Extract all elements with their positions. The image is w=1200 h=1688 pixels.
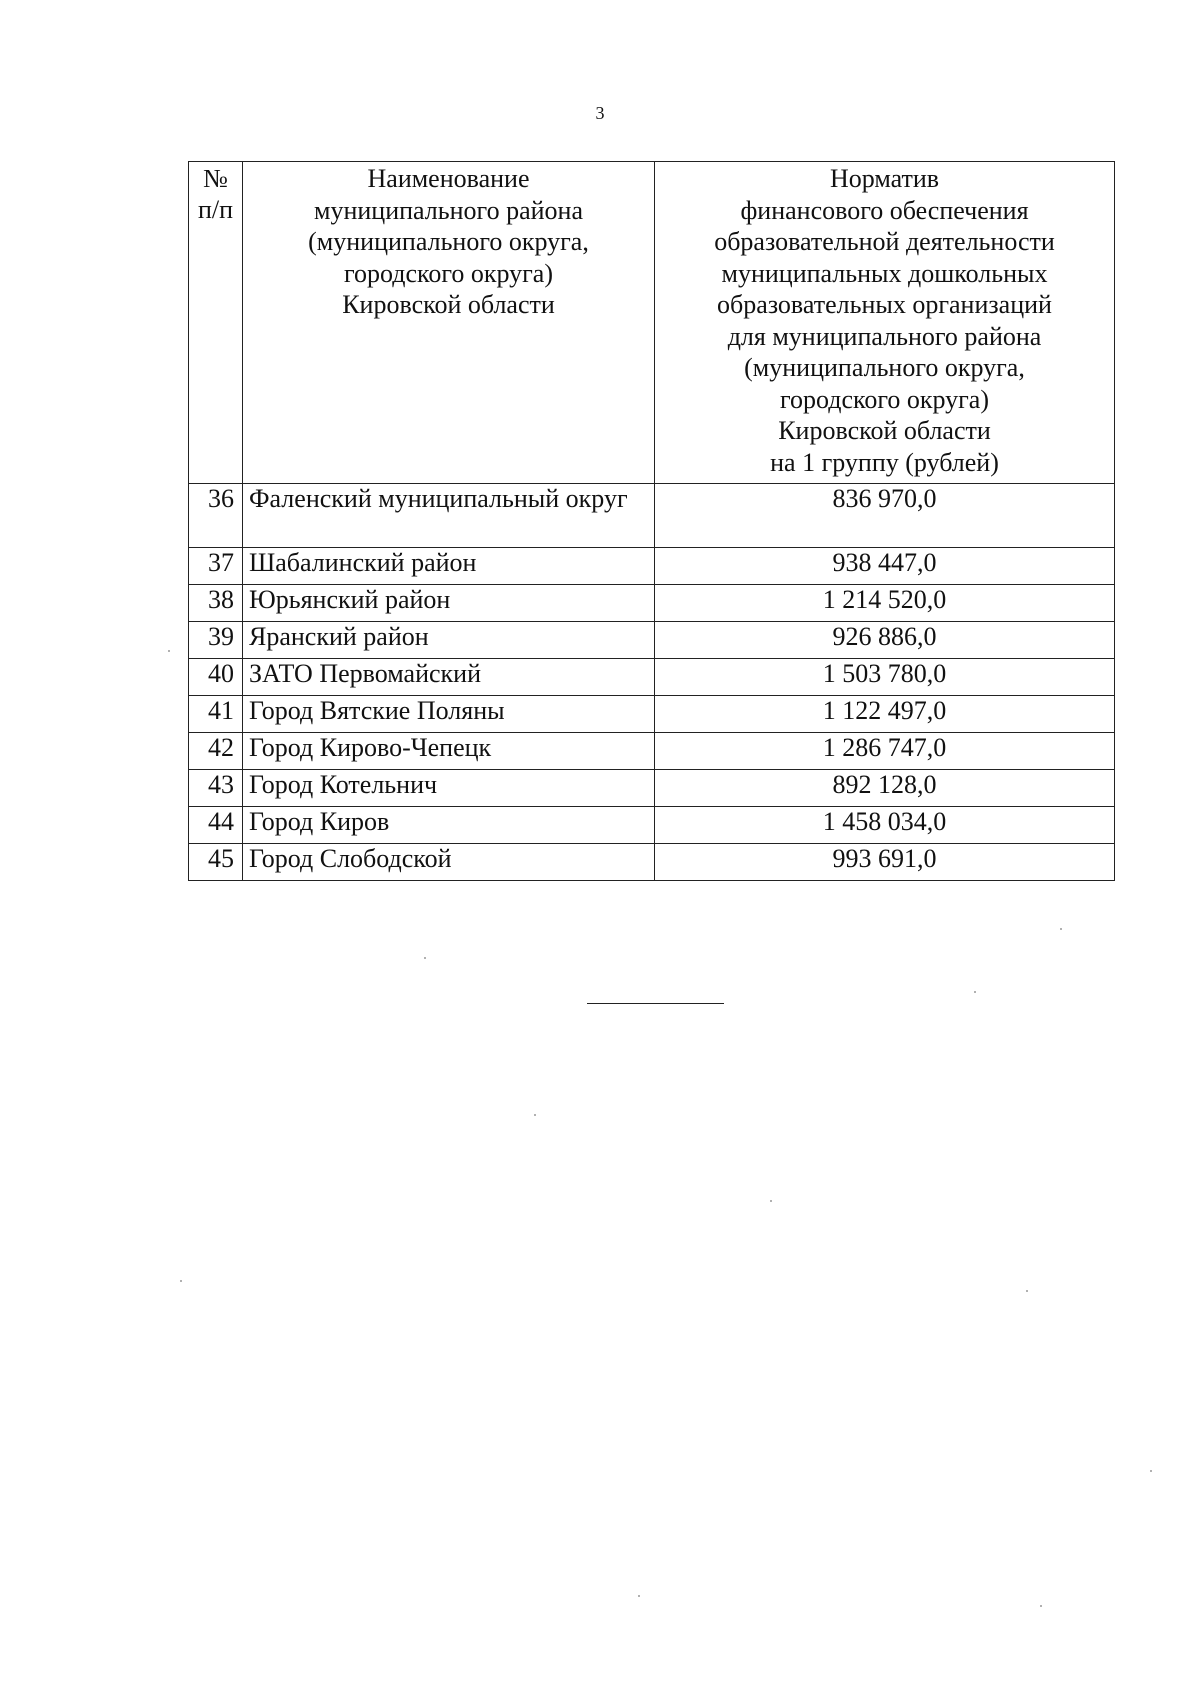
row-number: 45	[189, 844, 243, 881]
scan-speck	[1150, 1470, 1152, 1472]
header-line: для муниципального района	[727, 321, 1042, 351]
scan-speck	[638, 1595, 640, 1597]
header-line: Кировской области	[342, 290, 555, 319]
row-number: 36	[189, 484, 243, 548]
scan-speck	[1040, 1605, 1042, 1607]
header-line: п/п	[197, 195, 234, 224]
municipality-name: ЗАТО Первомайский	[243, 659, 655, 696]
header-line: финансового обеспечения	[740, 195, 1029, 225]
table-row	[189, 733, 1115, 770]
header-line: (муниципального округа,	[308, 227, 589, 256]
header-line: Кировской области	[778, 416, 991, 445]
table-row	[189, 659, 1115, 696]
municipality-name: Яранский район	[243, 622, 655, 659]
normative-value: 1 214 520,0	[655, 585, 1115, 622]
table-row	[189, 807, 1115, 844]
normative-value: 926 886,0	[655, 622, 1115, 659]
page-number: 3	[595, 103, 605, 123]
header-line: муниципальных дошкольных	[721, 258, 1048, 288]
end-divider	[587, 1003, 724, 1004]
normative-value: 1 503 780,0	[655, 659, 1115, 696]
scan-speck	[180, 1280, 182, 1282]
scan-speck	[534, 1114, 536, 1116]
table-row	[189, 696, 1115, 733]
scan-speck	[424, 957, 426, 959]
table-row	[189, 844, 1115, 881]
normative-value: 892 128,0	[655, 770, 1115, 807]
header-line: муниципального района	[314, 195, 583, 225]
header-line: на 1 группу (рублей)	[770, 447, 999, 477]
table-header	[189, 162, 1115, 484]
header-number	[189, 162, 243, 484]
table-row	[189, 585, 1115, 622]
municipality-name: Шабалинский район	[243, 548, 655, 585]
scan-speck	[974, 991, 976, 993]
table-body	[189, 484, 1115, 881]
normative-value: 1 458 034,0	[655, 807, 1115, 844]
normative-value: 1 122 497,0	[655, 696, 1115, 733]
municipality-name: Фаленский муниципальный округ	[243, 484, 655, 548]
row-number: 40	[189, 659, 243, 696]
header-line: (муниципального округа,	[744, 353, 1025, 382]
municipality-name: Город Вятские Поляны	[243, 696, 655, 733]
municipality-name: Юрьянский район	[243, 585, 655, 622]
table-row	[189, 484, 1115, 548]
row-number: 38	[189, 585, 243, 622]
header-normative-value	[655, 162, 1115, 484]
municipality-name: Город Слободской	[243, 844, 655, 881]
row-number: 43	[189, 770, 243, 807]
normative-table	[188, 161, 1115, 881]
table-row	[189, 548, 1115, 585]
header-line: образовательной деятельности	[714, 227, 1055, 256]
row-number: 44	[189, 807, 243, 844]
header-municipality-name	[243, 162, 655, 484]
scan-speck	[168, 650, 170, 652]
normative-value: 938 447,0	[655, 548, 1115, 585]
header-line: образовательных организаций	[717, 290, 1052, 319]
normative-value: 836 970,0	[655, 484, 1115, 548]
header-line: №	[203, 164, 228, 193]
scan-speck	[770, 1200, 772, 1202]
table-row	[189, 770, 1115, 807]
row-number: 37	[189, 548, 243, 585]
municipality-name: Город Кирово-Чепецк	[243, 733, 655, 770]
row-number: 39	[189, 622, 243, 659]
normative-value: 1 286 747,0	[655, 733, 1115, 770]
header-line: Норматив	[829, 164, 940, 193]
municipality-name: Город Киров	[243, 807, 655, 844]
header-line: Наименование	[367, 164, 530, 193]
scan-speck	[1026, 1290, 1028, 1292]
normative-value: 993 691,0	[655, 844, 1115, 881]
row-number: 41	[189, 696, 243, 733]
header-line: городского округа)	[343, 258, 553, 288]
header-line: городского округа)	[779, 384, 989, 414]
row-number: 42	[189, 733, 243, 770]
table-row	[189, 622, 1115, 659]
scan-speck	[1060, 928, 1062, 930]
municipality-name: Город Котельнич	[243, 770, 655, 807]
